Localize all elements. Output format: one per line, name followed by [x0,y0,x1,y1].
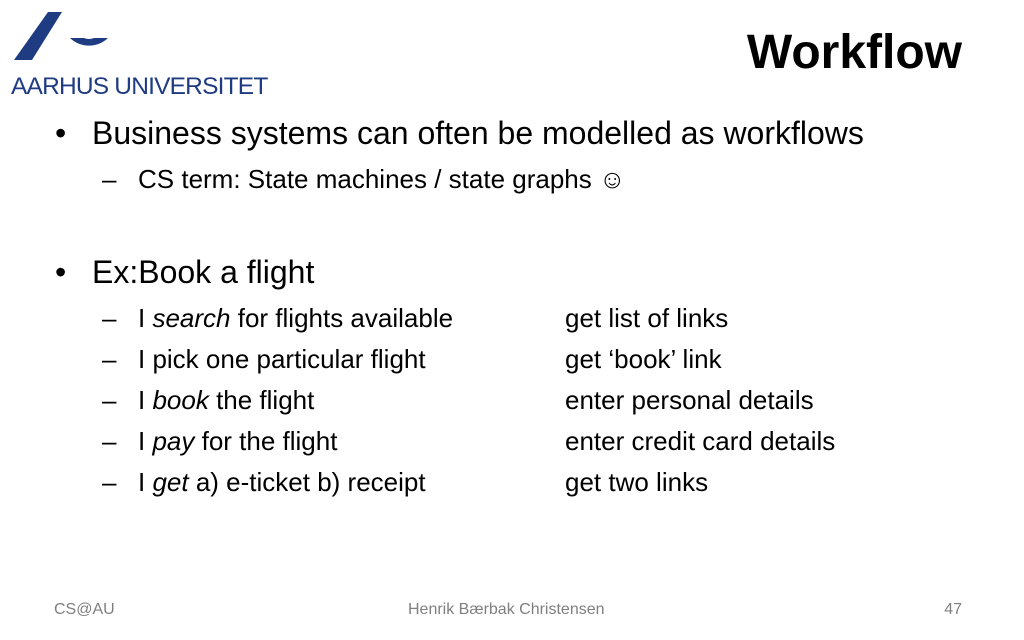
bullet-business-systems [55,115,864,152]
sub-text-emphasis: book [152,385,209,415]
university-logo [0,0,268,110]
sub-text-suffix: for flights available [230,303,454,333]
dash-icon: – [102,164,117,194]
sub-text-prefix: I [138,303,153,333]
sub-text-prefix: I pick one particular flight [138,344,426,374]
footer-left: CS@AU [54,601,115,618]
logo-text: AARHUS UNIVERSITET [11,73,268,100]
slide-title: Workflow [746,26,962,79]
dash-icon: – [102,344,117,374]
sub-item-pick [102,344,426,375]
bullet-book-flight [55,254,314,291]
result-search: get list of links [565,303,729,333]
bullet-dot-icon: • [55,254,67,290]
sub-item-pay [102,426,337,457]
bullet-dot-icon: • [55,115,67,151]
page-number: 47 [944,601,962,618]
sub-text-prefix: I [138,426,153,456]
result-book: enter personal details [565,385,814,415]
footer-author: Henrik Bærbak Christensen [408,601,605,618]
sub-item-search [102,303,453,334]
bullet-text: Business systems can often be modelled as workflows [92,115,864,151]
result-pick: get ‘book’ link [565,344,722,374]
result-get: get two links [565,467,709,497]
dash-icon: – [102,385,117,415]
sub-text-emphasis: pay [152,426,195,456]
bullet-text: Ex:Book a flight [92,254,315,290]
au-logo-mark-icon [10,8,110,66]
result-pay: enter credit card details [565,426,836,456]
dash-icon: – [102,467,117,497]
sub-text-suffix: for the flight [194,426,338,456]
sub-text-prefix: I [138,385,153,415]
sub-text-suffix: the flight [208,385,315,415]
sub-item-book [102,385,314,416]
dash-icon: – [102,303,117,333]
sub-text-emphasis: search [152,303,231,333]
sub-text-suffix: a) e-ticket b) receipt [188,467,426,497]
sub-item-cs-term [102,164,626,195]
sub-text-emphasis: get [152,467,189,497]
dash-icon: – [102,426,117,456]
sub-text-prefix: I [138,467,153,497]
sub-item-get [102,467,426,498]
sub-text: CS term: State machines / state graphs ☺ [138,164,626,194]
